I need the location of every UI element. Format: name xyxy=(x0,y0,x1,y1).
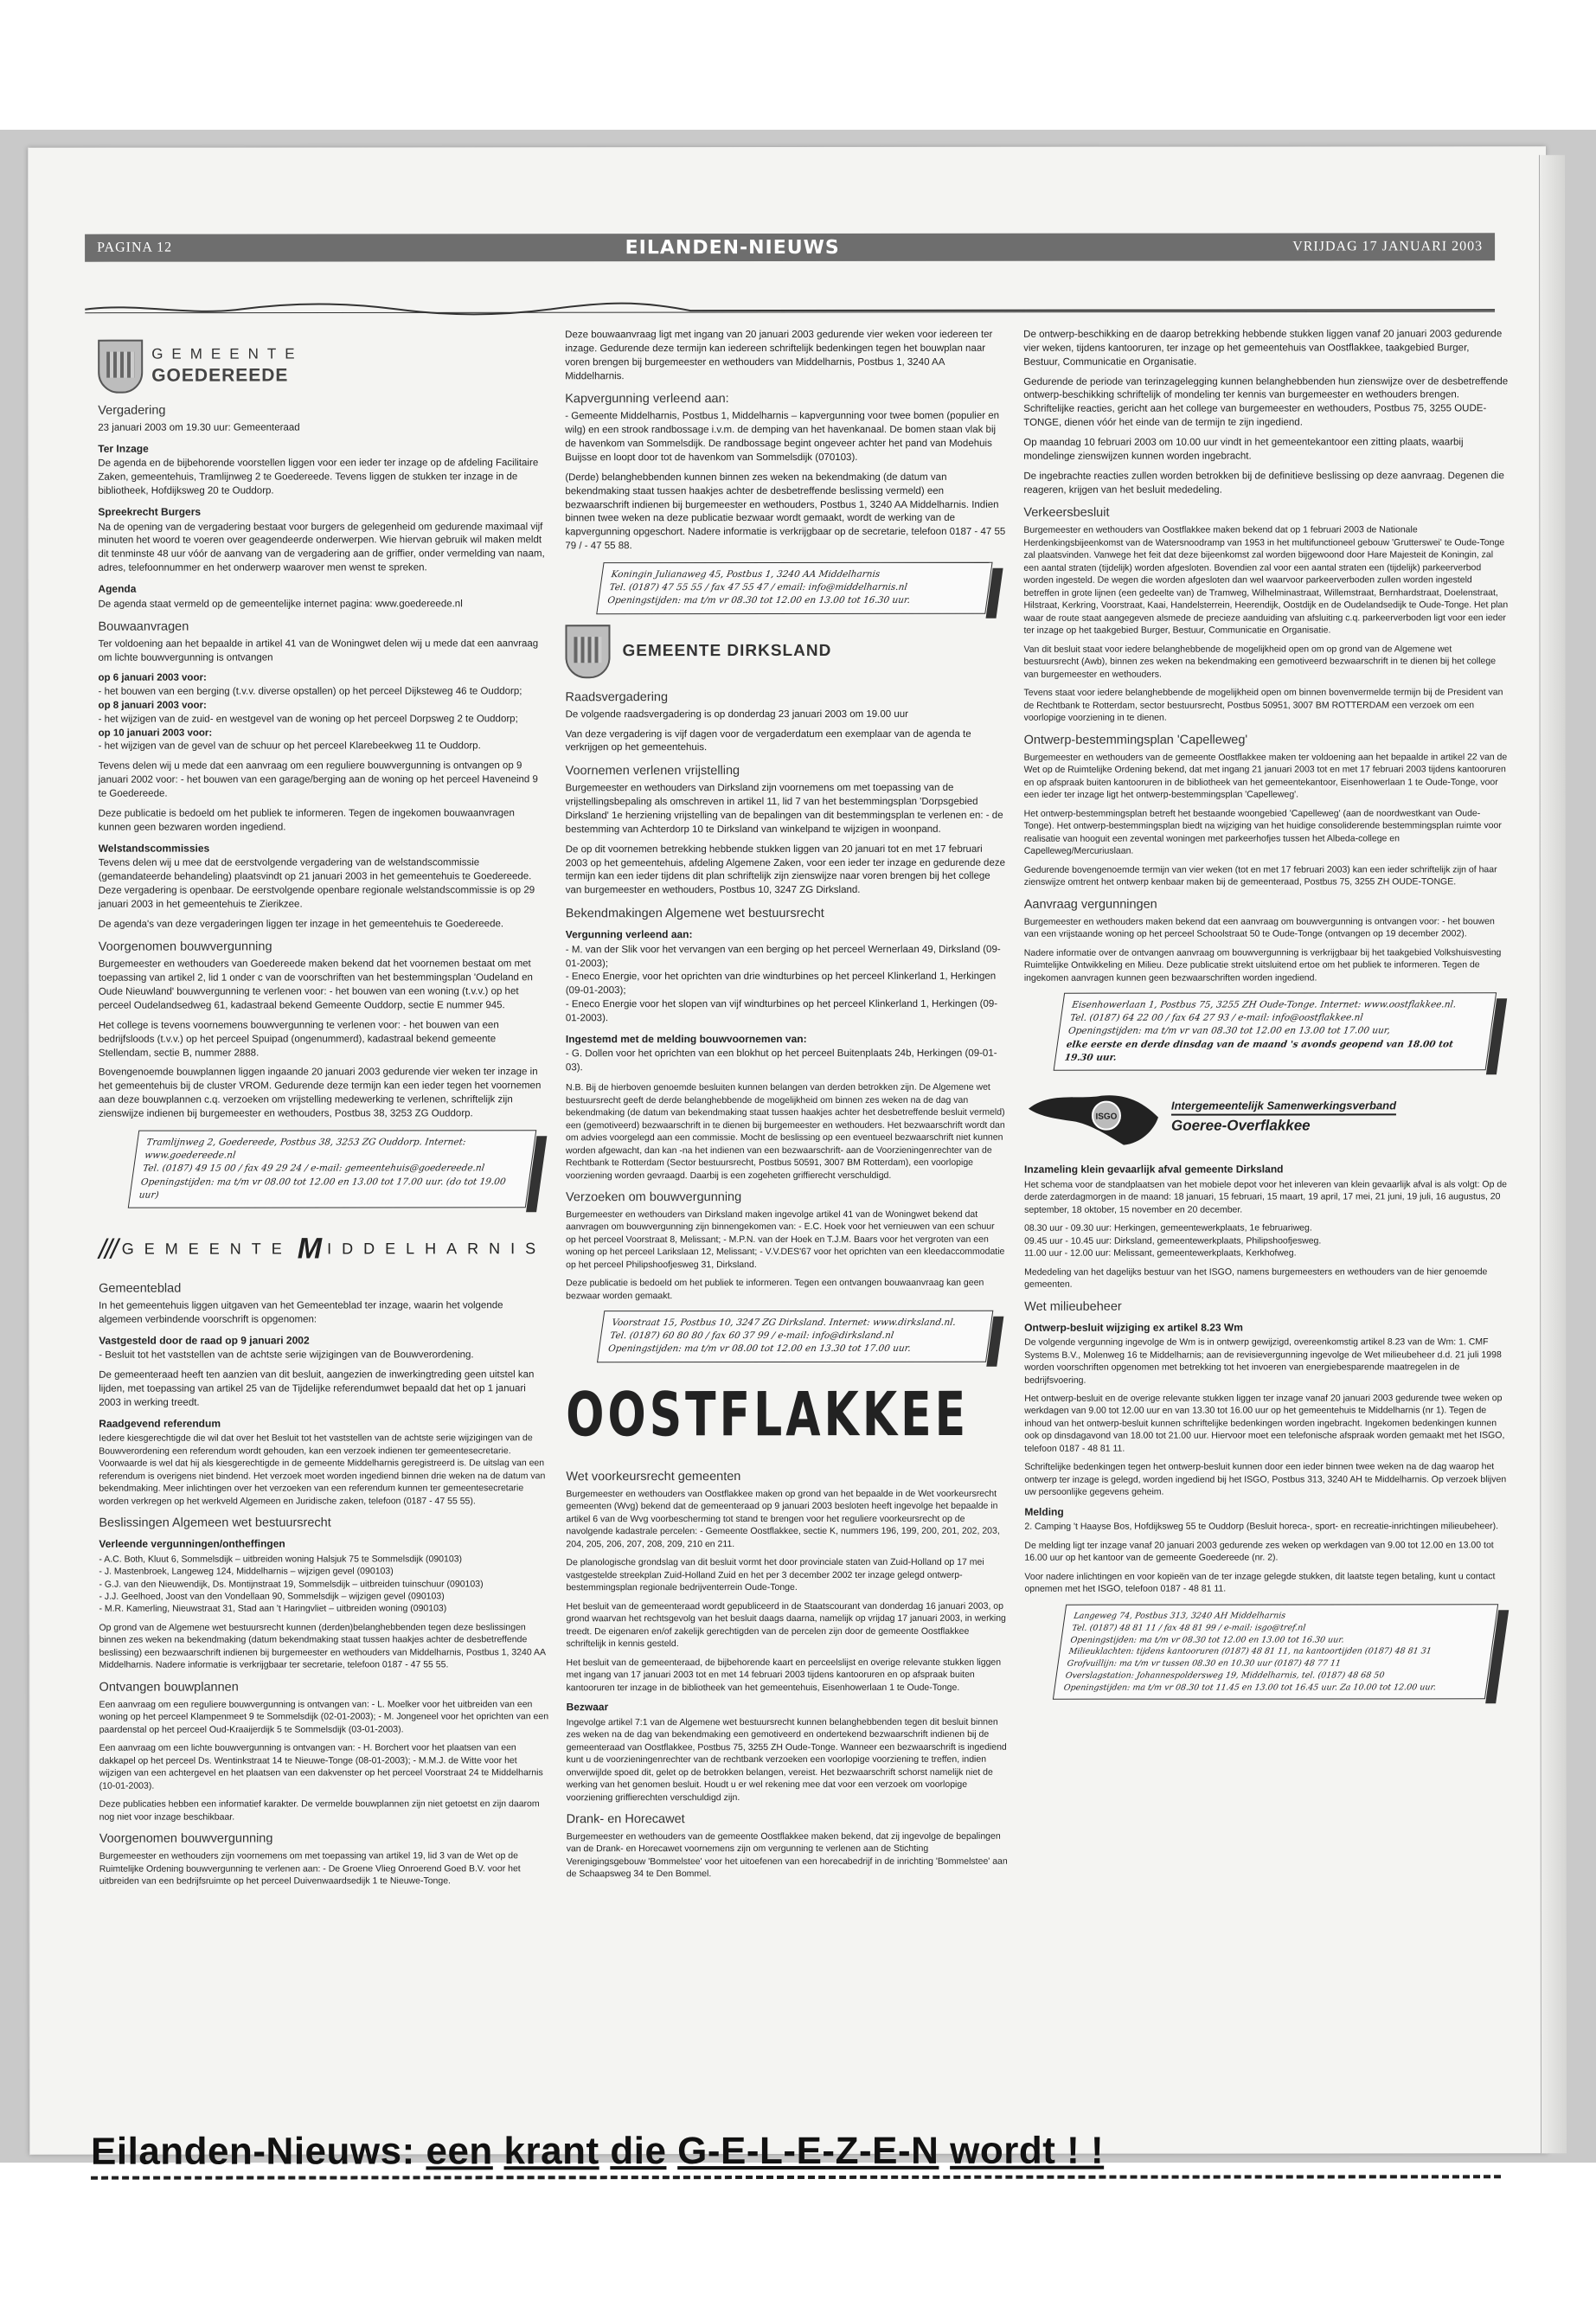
contact-line: Koningin Julianaweg 45, Postbus 1, 3240 AA Middelharnis xyxy=(610,568,881,580)
slogan-part: die xyxy=(610,2130,667,2173)
heading: Voorgenomen bouwvergunning xyxy=(99,1831,273,1846)
contact-line: Milieuklachten: tijdens kantooruren (0187) 48 81 11, na kantoortijden (0187) 48 81 31 xyxy=(1067,1646,1433,1657)
paragraph: Ingevolge artikel 7:1 van de Algemene wet bestuursrecht kunnen belanghebbenden tegen dit besluit binnen zes weken na de dag van bekendmaking een gemotiveerd en ondertekend bezwaarschrift indienen bij de gemeenteraad van Oostflakkee, Postbus 75, 3255 ZH Oude-Tonge. Wanneer een bezwaarschrift is ingediend kunt u de voorzieningenrechter van de rechtbank verzoeken een voorlopige voorziening te treffen, indien onverwijlde spoed dit, gelet op de betrokken belangen, vereist. Het bezwaarschrift schorst namelijk niet de werking van het genomen besluit. Houdt u er wel rekening mee dat voor een verzoek om voorlopige voorziening griffierechten verschuldigd zijn. xyxy=(566,1716,1007,1803)
heading: Ontwerp-besluit wijziging ex artikel 8.23 Wm xyxy=(1024,1321,1243,1334)
contact-line: Openingstijden: ma t/m vr van 08.30 tot 12.00 en 13.00 tot 17.00 uur, xyxy=(1067,1025,1391,1037)
list-item: - Eneco Energie voor het slopen van vijf windturbines op het perceel Klinkerland 1, Herkingen (09-01-2003). xyxy=(565,998,998,1024)
heading: Melding xyxy=(1024,1505,1064,1518)
paragraph: Burgemeester en wethouders van de gemeente Oostflakkee maken bekend, dat zij ingevolge de bepalingen van de Drank- en Horecawet voornemens zijn om vergunning te verlenen aan de Stichting Verenigingsgebouw 'Bommelstee' voor het uitoefenen van een horecabedrijf in de inrichting 'Bommelstee' aan de Schaapsweg 34 te Den Bommel. xyxy=(566,1830,1008,1880)
contact-line: Eisenhowerlaan 1, Postbus 75, 3255 ZH Oude-Tonge. Internet: www.oostflakkee.nl. xyxy=(1071,999,1458,1010)
paragraph: Na de opening van de vergadering bestaat voor burgers de gelegenheid om gedurende maximaal vijf minuten het woord te voeren over geagendeerde onderwerpen. Wie hiervan gebruik wil maken meldt dit tenminste 48 uur vóór de aanvang van de vergadering aan de griffier, onder vermelding van naam, adres, telefoonnummer en het onderwerp waarover men wenst te spreken. xyxy=(98,521,545,574)
slogan-part: G-E-L-E-Z-E-N xyxy=(677,2129,939,2173)
heading: Vergadering xyxy=(98,403,166,418)
heading: Ingestemd met de melding bouwvoornemen van: xyxy=(565,1032,807,1046)
paragraph: Een aanvraag om een lichte bouwvergunning is ontvangen van: - H. Borchert voor het plaatsen van een dakkapel op het perceel Ds. Wentinkstraat 14 te Nieuwe-Tonge (08-01-2003); - M.M.J. de Witte voor het wijzigen van een achtergevel en het plaatsen van een dakvenster op het perceel Voorstraat 24 te Middelharnis (10-01-2003). xyxy=(99,1742,543,1791)
contact-line: Tel. (0187) 60 80 80 / fax 60 37 99 / e-mail: info@dirksland.nl xyxy=(609,1330,894,1342)
list-item: - A.C. Both, Kluut 6, Sommelsdijk – uitbreiden woning Halsjuk 75 te Sommelsdijk (090103) xyxy=(99,1553,463,1565)
heading: Agenda xyxy=(98,582,137,595)
list-item: - M. van der Slik voor het vervangen van een berging op het perceel Wernerlaan 49, Dirksland (09-01-2003); xyxy=(565,944,1001,969)
paragraph: Burgemeester en wethouders van Oostflakkee maken bekend dat op 1 februari 2003 de Nationale Herdenkingsbijeenkomst van de Watersnoodramp van 1953 in het multifunctioneel gebouw 'Grutterswei' te Oude-Tonge zal plaatsvinden. Vanwege het feit dat deze bijeenkomst zal worden bijgewoond door Hare Majesteit de Koningin, zal een aantal straten (tijdelijk) worden afgesloten. Bovendien zal voor een aantal straten een (tijdelijk) parkeerverbod worden ingesteld. De wegen die worden afgesloten dan wel waarvoor parkeerverboden zullen worden ingesteld betreffen in grote lijnen (een gedeelte van) de Tramweg, Wilhelminastraat, Willemstraat, Bernhardstraat, Doelenstraat, Hilstraat, Kerkring, Voorstraat, Kaai, Handelsterrein, Heerendijk, Oostdijk en de Oudelandsedijk te Oude-Tonge. Het plan waar de route staat aangegeven alsmede de precieze aanduiding van afsluiting c.q. parkeerverboden ligt voor een ieder ter inzage op het taakgebied Burger, Bestuur, Communicatie en Organisatie. xyxy=(1023,524,1509,637)
list-item: - het wijzigen van de gevel van de schuur op het perceel Klarebeekweg 11 te Ouddorp. xyxy=(98,740,481,753)
paragraph: - Besluit tot het vaststellen van de achtste serie wijzigingen van de Bouwverordening. xyxy=(99,1349,474,1361)
list-item: - J. Mastenbroek, Langeweg 124, Middelharnis – wijzigen gevel (090103) xyxy=(99,1566,394,1577)
dirksland-crest-icon xyxy=(565,625,610,678)
paragraph: Van deze vergadering is vijf dagen voor de vergaderdatum een exemplaar van de agenda te verkrijgen op het gemeentehuis. xyxy=(565,728,971,753)
heading: Beslissingen Algemeen wet bestuursrecht xyxy=(99,1516,331,1530)
list-item: - het wijzigen van de zuid- en westgevel van de woning op het perceel Dorpsweg 2 te Ouddorp; xyxy=(98,713,518,725)
heading: Inzameling klein gevaarlijk afval gemeente Dirksland xyxy=(1024,1163,1284,1176)
paragraph: Burgemeester en wethouders maken bekend dat een aanvraag om bouwvergunning is ontvangen voor: - het bouwen van een vrijstaande woning op het perceel Schoolstraat 50 te Oude-Tonge (ontvangen op 19 december 2002). xyxy=(1023,915,1495,939)
heading: Ontvangen bouwplannen xyxy=(99,1680,239,1695)
paragraph: De volgende raadsvergadering is op donderdag 23 januari 2003 om 19.00 uur xyxy=(565,708,908,720)
paragraph: De volgende vergunning ingevolge de Wm is in ontwerp gewijzigd, overeenkomstig artikel 8.23 van de Wm: 1. CMF Systems B.V., Molenweg 16 te Middelharnis; aan de revisievergunning ingevolge de Wet milieubeheer d.d. 21 juli 1998 worden voorschriften opgenomen met betrekking tot het invoeren van energiebesparende maatregelen in de bedrijfsvoering. xyxy=(1024,1336,1502,1386)
paragraph: Tevens staat voor iedere belanghebbende de mogelijkheid open om binnen bovenvermelde termijn bij de President van de Rechtbank te Rotterdam, sector bestuursrecht, Postbus 50951, 3007 BM ROTTERDAM een verzoek om een voorlopige voorziening in te dienen. xyxy=(1023,687,1503,723)
schedule-item: 11.00 uur - 12.00 uur: Melissant, gemeentewerkplaats, Kerkhofweg. xyxy=(1024,1247,1297,1259)
heading: Raadsvergadering xyxy=(565,689,669,704)
decorative-wave-rule xyxy=(85,298,1495,319)
heading: Raadgevend referendum xyxy=(99,1417,221,1430)
contact-line: Tel. (0187) 47 55 55 / fax 47 55 47 / email: info@middelharnis.nl xyxy=(608,582,908,593)
paragraph: Deze publicaties hebben een informatief karakter. De vermelde bouwplannen zijn niet getoetst en zijn daarom nog niet voor inzage beschikbaar. xyxy=(99,1798,540,1823)
middelharnis-name: IDDELHARNIS xyxy=(327,1240,547,1258)
isgo-subtitle: Intergemeentelijk Samenwerkingsverband xyxy=(1171,1099,1396,1116)
paragraph: - G. Dollen voor het oprichten van een blokhut op het perceel Buitenplaats 24b, Herkingen (09-01-03). xyxy=(565,1048,997,1074)
heading: Vergunning verleend aan: xyxy=(565,928,693,941)
dirksland-contact-box xyxy=(597,1311,993,1362)
paragraph: Deze publicatie is bedoeld om het publiek te informeren. Tegen de ingekomen bouwaanvragen kunnen geen bezwaren worden ingediend. xyxy=(98,808,515,833)
paragraph: Gedurende bovengenoemde termijn van vier weken (tot en met 17 februari 2003) kan een ieder schriftelijk zijn of haar zienswijze omtrent het ontwerp kenbaar maken bij de gemeenteraad, Postbus 75, 3255 ZH OUDE-TONGE. xyxy=(1023,863,1497,888)
paragraph: Schriftelijke bedenkingen tegen het ontwerp-besluit kunnen door een ieder binnen twee weken na de dag waarop het ontwerp ter inzage is gelegd, worden ingediend bij het ISGO, Postbus 313, 3240 AH te Middelharnis. Op verzoek blijven uw persoonlijke gegevens geheim. xyxy=(1024,1461,1507,1498)
paragraph: Burgemeester en wethouders van Dirksland maken ingevolge artikel 41 van de Woningwet bekend dat aanvragen om bouwvergunning zijn binnengekomen van: - E.C. Hoek voor het vernieuwen van een schuur op het perceel Voorstraat 8, Melissant; - M.P.N. van der Hoek en T.J.M. Baars voor het vergroten van een woning op het perceel Larikslaan 12, Melissant; - V.V.DES'67 voor het oprichten van een kleedaccommodatie op het perceel Philipshoofjesweg 31, Dirksland. xyxy=(566,1208,1005,1271)
middelharnis-label: GEMEENTE xyxy=(121,1240,292,1258)
paragraph: Het schema voor de standplaatsen van het mobiele depot voor het inleveren van klein gevaarlijk afval is als volgt: Op de derde zaterdagmorgen in de maand: 18 januari, 15 februari, 15 maart, 19 april, 17 mei, 21 juni, 19 juli, 16 augustus, 20 september, 18 oktober, 15 november en 20 december. xyxy=(1024,1178,1508,1215)
contact-line: Tel. (0187) 64 22 00 / fax 64 27 93 / e-mail: info@oostflakkee.nl xyxy=(1069,1012,1364,1023)
paragraph: De planologische grondslag van dit besluit vormt het door provinciale staten van Zuid-Holland op 17 mei vastgestelde streekplan Zuid-Holland Zuid en het per 3 december 2002 ter inzage gelegd ontwerp-bestemmingsplan regionale bedrijventerrein Oude-Tonge. xyxy=(566,1557,984,1593)
heading: Vastgesteld door de raad op 9 januari 2002 xyxy=(99,1334,310,1347)
goedereede-label: GEMEENTE xyxy=(151,345,304,362)
paragraph: Tevens delen wij u mede dat een aanvraag om een reguliere bouwvergunning is ontvangen op 9 januari 2002 voor: - het bouwen van een garage/berging aan de woning op het perceel Haveneind 9 te Goedereede. xyxy=(98,760,538,799)
dirksland-title: GEMEENTE DIRKSLAND xyxy=(622,641,832,660)
heading: Verzoeken om bouwvergunning xyxy=(566,1190,742,1205)
masthead: EILANDEN-NIEUWS xyxy=(625,236,840,259)
heading: Bekendmakingen Algemene wet bestuursrecht xyxy=(565,907,824,921)
paragraph: Burgemeester en wethouders van Goedereede maken bekend dat het voornemen bestaat om met toepassing van artikel 2, lid 1 onder c van de voorschriften van het bestemmingsplan 'Oudeland en Oude Nieuwland' bouwvergunning te verlenen voor: - het bouwen van een woning (t.v.v.) op het perceel Oudelandsedweg 61, kadastraal bekend Gemeente Ouddorp, sectie E nummer 945. xyxy=(98,958,533,1011)
contact-line: Openingstijden: ma t/m vr 08.30 tot 11.45 en 13.00 tot 16.45 uur. Za 10.00 tot 12.00 uur. xyxy=(1063,1682,1437,1693)
heading: Ter Inzage xyxy=(98,442,149,455)
list-item: - Eneco Energie, voor het oprichten van drie windturbines op het perceel Klinkerland 1, Herkingen (09-01-2003); xyxy=(565,971,997,997)
paragraph: N.B. Bij de hierboven genoemde besluiten kunnen belangen van derden betrokken zijn. De Algemene wet bestuursrecht geeft de derde belanghebbende de mogelijkheid om binnen zes weken na de dag van bekendmaking (de datum van bekendmaking staat tussen haakjes achter het desbetreffende besluit vermeld) een (gemotiveerd) bezwaarschrift in te dienen bij burgemeester en wethouders. Het bezwaarschrift wordt dan om advies voorgelegd aan een commissie. Mocht de beslissing op een eventueel bezwaarschrift niet kunnen worden afgewacht, dan kan -na het indienen van een bezwaarschrift- aan de Voorzieningenrechter van de Rechtbank te Rotterdam (Sector bestuursrecht, Postbus 50591, 3007 BM Rotterdam), een voorlopige voorziening worden gevraagd. Daarbij is een zogeheten griffierecht verschuldigd. xyxy=(565,1081,1005,1181)
column-goedereede-middelharnis xyxy=(98,329,549,1894)
list-item: - M.R. Kamerling, Nieuwstraat 31, Stad aan 't Haringvliet – uitbreiden woning (090103) xyxy=(99,1603,447,1615)
heading: Bouwaanvragen xyxy=(98,619,189,635)
paragraph: De agenda en de bijbehorende voorstellen liggen voor een ieder ter inzage op de afdeling Facilitaire Zaken, gemeentehuis, Tramlijnweg 2 te Goedereede. Tevens liggen de stukken ter inzage in de bibliotheek, Hofdijksweg 20 te Ouddorp. xyxy=(98,458,539,497)
isgo-title: Goeree-Overflakkee xyxy=(1170,1117,1311,1134)
paragraph: Op maandag 10 februari 2003 om 10.00 uur vindt in het gemeentekantoor een zitting plaats, waarbij mondelinge zienswijzen kunnen worden ingebracht. xyxy=(1023,437,1464,462)
paragraph: Op grond van de Algemene wet bestuursrecht kunnen (derden)belanghebbenden tegen deze beslissingen binnen zes weken na bekendmaking (datum bekendmaking staat tussen haakjes achter de desbetreffende beslissing) een bezwaarschrift indienen bij burgemeester en wethouders van Middelharnis, Postbus 1, 3240 AA Middelharnis. Nadere informatie is verkrijgbaar ter secretarie, telefoon 0187 - 47 55 55. xyxy=(99,1622,546,1671)
paragraph: Burgemeester en wethouders van Dirksland zijn voornemens om met toepassing van de vrijstellingsbepaling als omschreven in artikel 11, lid 7 van het bestemmingsplan 'Dorpsgebied Dirksland' 1e herziening vrijstelling van de bepalingen van dit bestemmingsplan te verlenen en: - de bestemming van Achterdorp 10 te Dirksland van winkelpand te wijzigen in woonpand. xyxy=(565,783,1003,836)
paragraph: De ingebrachte reacties zullen worden betrokken bij de definitieve beslissing op deze aanvraag. Degenen die reageren, krijgen van het besluit mededeling. xyxy=(1023,471,1504,496)
paragraph: Nadere informatie over de ontvangen aanvraag om bouwvergunning is verkrijgbaar bij het taakgebied Volkshuisvesting Ruimtelijke Ontwikkeling en Milieu. Deze publicatie strekt uitsluitend ertoe om het publiek te informeren. Tegen de ingekomen aanvragen kunnen geen bezwaarschriften worden ingediend. xyxy=(1023,946,1502,984)
isgo-header xyxy=(1024,1082,1509,1151)
paragraph: (Derde) belanghebbenden kunnen binnen zes weken na bekendmaking (de datum van bekendmaking staat tussen haakjes achter de desbetreffende beslissing vermeld) een bezwaarschrift indienen bij burgemeester en wethouders, Postbus 1, 3240 AA Middelharnis. Indien binnen twee weken na deze publicatie bezwaar wordt gemaakt, wordt de werking van de kapvergunning opgeschort. Nadere informatie is verkrijgbaar op de secretarie, telefoon 0187 - 47 55 79 / - 47 55 88. xyxy=(565,471,1006,552)
heading: Kapvergunning verleend aan: xyxy=(565,392,729,407)
paragraph: Het besluit van de gemeenteraad, de bijbehorende kaart en perceelslijst en overige relevante stukken liggen met ingang van 17 januari 2003 tot en met 14 februari 2003 tijdens kantooruren en op afspraak buiten kantooruren ter inzage in de bibliotheek van het gemeentehuis, Eisenhowerlaan 1 te Oude-Tonge. xyxy=(566,1657,1002,1693)
column-oostflakkee-isgo xyxy=(1023,328,1509,1710)
slogan-part: krant xyxy=(503,2130,599,2173)
paragraph: Het ontwerp-besluit en de overige relevante stukken liggen ter inzage vanaf 20 januari 2003 gedurende twee weken op werkdagen van 9.00 tot 12.00 uur en van 13.30 tot 16.00 uur op het gemeentehuis te Middelharnis (nr 1). Tegen de inhoud van het ontwerp-besluit kunnen schriftelijke bedenkingen worden ingebracht. Ingekomen bedenkingen kunnen ook op dinsdagavond van 18.00 tot 21.00 uur. Hiervoor moet een telefonische afspraak worden gemaakt met het ISGO, telefoon 0187 - 48 81 11. xyxy=(1024,1393,1505,1454)
newspaper-page xyxy=(28,146,1548,2173)
paragraph: Iedere kiesgerechtigde die wil dat over het Besluit tot het vaststellen van de achtste serie wijzigingen van de Bouwverordening een referendum wordt gehouden, kan een verzoek indienen ter gemeentesecretarie. Voorwaarde is wel dat hij als kiesgerechtigde in de gemeente Middelharnis geregistreerd is. De uitslag van een referendum is overigens niet bindend. Het verzoek moet worden ingediend binnen drie weken na de datum van bekendmaking. Meer inlichtingen over het verzoeken van een referendum kunnen ter gemeentesecretarie worden verkregen op het werkveld Algemeen en Juridische zaken, telefoon (0187 - 47 55 55). xyxy=(99,1433,546,1507)
oostflakkee-logo: OOSTFLAKKEE xyxy=(566,1380,970,1452)
contact-line: Overslagstation: Johannespoldersweg 19, Middelharnis, tel. (0187) 48 68 50 xyxy=(1064,1670,1386,1681)
paragraph: Deze bouwaanvraag ligt met ingang van 20 januari 2003 gedurende vier weken voor iedereen ter inzage. Gedurende deze termijn kan iedereen schriftelijk bedenkingen tegen het bouwplan naar voren brengen bij burgemeester en wethouders van Middelharnis, Postbus 1, 3240 AA Middelharnis. xyxy=(565,329,993,381)
paragraph: De op dit voornemen betrekking hebbende stukken liggen van 20 januari tot en met 17 februari 2003 op het gemeentehuis, afdeling Algemene Zaken, voor een ieder ter inzage en gedurende deze termijn kan een ieder tijdens dit plan schriftelijk zijn zienswijze naar voren brengen bij het college van burgemeester en wethouders, Postbus 10, 3247 ZG Dirksland. xyxy=(565,843,1006,896)
heading: Ontwerp-bestemmingsplan 'Capelleweg' xyxy=(1023,733,1248,747)
paragraph: Gedurende de periode van terinzagelegging kunnen belanghebbenden hun zienswijze over de desbetreffende ontwerp-beschikking schriftelijk of mondeling ter kennis van burgemeester en wethouders brengen. Schriftelijke reacties, gericht aan het college van burgemeester en wethouders, Postbus 75, 3255 OUDE-TONGE, dienen vóór het einde van de termijn te zijn ingediend. xyxy=(1023,375,1509,428)
isgo-contact-box xyxy=(1053,1604,1498,1700)
paragraph: Voor nadere inlichtingen en voor kopieën van de ter inzage gelegde stukken, dit laatste tegen betaling, kunt u contact opnemen met het ISGO, telefoon 0187 - 48 81 11. xyxy=(1024,1571,1496,1595)
list-item: op 6 januari 2003 voor: xyxy=(98,672,207,683)
paragraph: In het gemeentehuis liggen uitgaven van het Gemeenteblad ter inzage, waarin het volgende algemeen verbindende voorschrift is opgenomen: xyxy=(99,1300,503,1325)
paragraph: Het college is tevens voornemens bouwvergunning te verlenen voor: - het bouwen van een bedrijfsloods (t.v.v.) op het perceel Spuipad (ongenummerd), kadastraal bekend gemeente Stellendam, sectie B, nummer 2888. xyxy=(98,1020,499,1059)
issue-date: VRIJDAG 17 JANUARI 2003 xyxy=(1292,239,1484,254)
paragraph: 23 januari 2003 om 19.30 uur: Gemeenteraad xyxy=(98,422,300,433)
footer-slogan-banner xyxy=(91,2130,1501,2179)
dirksland-header xyxy=(565,624,1006,677)
contact-line: Tel. (0187) 48 81 11 / fax 48 81 99 / e-mail: isgo@tref.nl xyxy=(1071,1623,1307,1633)
isgo-badge: ISGO xyxy=(1095,1112,1118,1122)
contact-line: Openingstijden: ma t/m vr 08.30 tot 12.00 en 13.00 tot 16.30 uur. xyxy=(1069,1634,1345,1645)
contact-line: Voorstraat 15, Postbus 10, 3247 ZG Dirksland. Internet: www.dirksland.nl. xyxy=(611,1317,957,1329)
paragraph: Burgemeester en wethouders zijn voornemens om met toepassing van artikel 19, lid 3 van de Wet op de Ruimtelijke Ordening bouwvergunning te verlenen aan: - De Groene Vlieg Onroerend Goed B.V. voor het uitbreiden van een bedrijfsruimte op het perceel Duivenwaardsedijk 1 te Nieuwe-Tonge. xyxy=(99,1850,521,1887)
paragraph: Deze publicatie is bedoeld om het publiek te informeren. Tegen een ontvangen bouwaanvraag kan geen bezwaar worden gemaakt. xyxy=(566,1278,984,1302)
middelharnis-contact-box xyxy=(596,562,992,614)
paragraph: De agenda staat vermeld op de gemeentelijke internet pagina: www.goedereede.nl xyxy=(98,598,463,610)
paragraph: De agenda's van deze vergaderingen liggen ter inzage in het gemeentehuis te Goedereede. xyxy=(98,918,504,930)
contact-line: Openingstijden: ma t/m vr 08.00 tot 12.00 en 13.30 tot 17.00 uur. xyxy=(607,1343,912,1355)
list-item: - G.J. van den Nieuwendijk, Ds. Montijnstraat 19, Sommelsdijk – uitbreiden tuinschuur (090103) xyxy=(99,1578,484,1590)
schedule-item: 08.30 uur - 09.30 uur: Herkingen, gemeentewerkplaats, 1e februariweg. xyxy=(1024,1222,1312,1234)
slogan-part: Eilanden-Nieuws: xyxy=(90,2130,415,2173)
contact-line: Tel. (0187) 49 15 00 / fax 49 29 24 / e-mail: gemeentehuis@goedereede.nl xyxy=(142,1163,485,1174)
middelharnis-bars-icon: /// xyxy=(99,1233,117,1266)
page-number: PAGINA 12 xyxy=(97,240,173,255)
heading: Voorgenomen bouwvergunning xyxy=(98,939,272,955)
paragraph: Het besluit van de gemeenteraad wordt gepubliceerd in de Staatscourant van donderdag 16 januari 2003, op grond waarvan het rechtsgevolg van het besluit daags daarna, namelijk op vrijdag 17 januari 2003, in werking treedt. De eigenaren en/of zakelijk gerechtigden van de percelen zijn door de gemeente Oostflakkee schriftelijk in kennis gesteld. xyxy=(566,1600,1006,1650)
heading: Wet milieubeheer xyxy=(1024,1299,1122,1314)
heading: Gemeenteblad xyxy=(99,1281,182,1296)
page-fold-edge xyxy=(1539,155,1567,2153)
heading: Drank- en Horecawet xyxy=(566,1812,685,1827)
heading: Wet voorkeursrecht gemeenten xyxy=(566,1469,741,1484)
paragraph: De gemeenteraad heeft ten aanzien van dit besluit, aangezien de inwerkingtreding geen uitstel kan lijden, met toepassing van artikel 25 van de Tijdelijke referendumwet bepaald dat het op 1 januari 2003 in werking treedt. xyxy=(99,1369,535,1408)
column-middelharnis-dirksland-oostflakkee xyxy=(565,329,1008,1887)
goedereede-contact-box xyxy=(128,1130,537,1208)
heading: Verkeersbesluit xyxy=(1023,506,1110,521)
oostflakkee-contact-box xyxy=(1054,992,1497,1071)
slogan-part: een xyxy=(426,2130,493,2173)
paragraph: Bovengenoemde bouwplannen liggen ingaande 20 januari 2003 gedurende vier weken ter inzage in het gemeentehuis bij de cluster VROM. Gedurende deze termijn kan een ieder tegen het voornemen aan deze bouwplannen c.q. verzoeken om vrijstelling medewerking te verlenen, schriftelijk zijn zienswijze indienen bij burgemeester en wethouders, Postbus 38, 3253 ZG Ouddorp. xyxy=(98,1067,542,1119)
goedereede-header xyxy=(98,339,548,393)
goedereede-crest-icon xyxy=(98,340,143,394)
contact-line: Openingstijden: ma t/m vr 08.00 tot 12.00 en 13.00 tot 17.00 uur. (do tot 19.00 uur) xyxy=(138,1176,507,1201)
contact-line: Grofvuillijn: ma t/m vr tussen 08.30 en 10.30 uur (0187) 48 77 11 xyxy=(1066,1658,1342,1669)
paragraph: Burgemeester en wethouders van Oostflakkee maken op grond van het bepaalde in de Wet voorkeursrecht gemeenten (Wvg) bekend dat de gemeenteraad op 9 januari 2003 besloten heeft ingevolge het bepaalde in artikel 6 van de Wvg voorbescherming tot stand te brengen voor het reguliere voorkeursrecht op de navolgende kadastrale percelen: - Gemeente Oostflakkee, sectie K, nummers 196, 199, 200, 201, 202, 203, 204, 205, 206, 207, 208, 209, 210 en 211. xyxy=(566,1488,1000,1549)
middelharnis-m-letter: M xyxy=(297,1232,323,1266)
paragraph: De melding ligt ter inzage vanaf 20 januari 2003 gedurende zes weken op werkdagen van 9.00 tot 12.00 en 13.00 tot 16.00 uur op het kantoor van de gemeente Goedereede (nr. 2). xyxy=(1024,1540,1494,1564)
heading: Voornemen verlenen vrijstelling xyxy=(565,764,740,779)
paragraph: De ontwerp-beschikking en de daarop betrekking hebbende stukken liggen vanaf 20 januari 2003 gedurende vier weken, tijdens kantooruren, ter inzage op het gemeentehuis van Oostflakkee, taakgebied Burger, Bestuur, Communicatie en Organisatie. xyxy=(1023,329,1503,368)
heading: Bezwaar xyxy=(566,1701,609,1714)
heading: Spreekrecht Burgers xyxy=(98,505,202,518)
paragraph: Het ontwerp-bestemmingsplan betreft het bestaande woongebied 'Capelleweg' (aan de noordwestkant van Oude-Tonge). Het ontwerp-bestemmingsplan biedt na wijziging van het huidige consoliderende bestemmingsplan ruimte voor realisatie van hooguit een zevental woningen met parkeerhofjes tussen het Albeda-college en Capelleweg/Mercuriuslaan. xyxy=(1023,807,1502,856)
heading: Aanvraag vergunningen xyxy=(1023,897,1157,912)
goedereede-name: GOEDEREEDE xyxy=(151,365,289,386)
paragraph: Burgemeester en wethouders van de gemeente Oostflakkee maken ter voldoening aan het bepaalde in artikel 22 van de Wet op de Ruimtelijke Ordening bekend, dat met ingang 21 januari 2003 tot en met 17 februari 2003 tijdens kantooruren en op afspraak buiten kantooruren in de bibliotheek van het gemeentekantoor, Eisenhowerlaan 1 te Oude-Tonge, voor een ieder ter inzage ligt het ontwerp-bestemmingsplan 'Capelleweg'. xyxy=(1023,751,1508,800)
schedule-item: 09.45 uur - 10.45 uur: Dirksland, gemeentewerkplaats, Philipshoofjesweg. xyxy=(1024,1235,1322,1247)
middelharnis-logo xyxy=(99,1228,548,1269)
list-item: - het bouwen van een berging (t.v.v. diverse opstallen) op het perceel Dijksteweg 46 te Ouddorp; xyxy=(98,686,522,697)
heading: Verleende vergunningen/ontheffingen xyxy=(99,1537,285,1550)
heading: Welstandscommissies xyxy=(98,842,210,855)
paragraph: Van dit besluit staat voor iedere belanghebbende de mogelijkheid open om op grond van de Algemene wet bestuursrecht (Awb), binnen zes weken na bekendmaking een gemotiveerd bezwaarschrift in te dienen bij het college van burgemeester en wethouders. xyxy=(1023,644,1497,680)
list-item: op 10 januari 2003 voor: xyxy=(98,727,213,739)
paragraph: Ter voldoening aan het bepaalde in artikel 41 van de Woningwet delen wij u mede dat een aanvraag om lichte bouwvergunning is ontvangen xyxy=(98,638,539,663)
contact-line: Langeweg 74, Postbus 313, 3240 AH Middelharnis xyxy=(1073,1611,1286,1621)
paragraph: - Gemeente Middelharnis, Postbus 1, Middelharnis – kapvergunning voor twee bomen (populier en wilg) en een strook randbossage i.v.m. de demping van het havenkanaal. De bomen staan vlak bij de havenkom van Sommelsdijk. De randbossage begint ongeveer achter het pand van Modehuis Buijsse en loopt door tot de havenkom van Sommelsdijk (070103). xyxy=(565,411,1000,464)
page-header xyxy=(85,233,1495,261)
island-map-icon xyxy=(1024,1083,1163,1152)
paragraph: Een aanvraag om een reguliere bouwvergunning is ontvangen van: - L. Moelker voor het uitbreiden van een woning op het perceel Klampenmeet 9 te Sommelsdijk (02-01-2003); - M. Jongeneel voor het oprichten van een paardenstal op het perceel Oud-Kraaijerdijk 5 te Sommelsdijk (03-01-2003). xyxy=(99,1699,549,1735)
paragraph: 2. Camping 't Haayse Bos, Hofdijksweg 55 te Ouddorp (Besluit horeca-, sport- en recreatie-inrichtingen milieubeheer). xyxy=(1024,1521,1499,1533)
contact-line: Tramlijnweg 2, Goedereede, Postbus 38, 3253 ZG Ouddorp. Internet: www.goedereede.nl xyxy=(144,1137,467,1161)
contact-line: Openingstijden: ma t/m vr 08.30 tot 12.00 en 13.00 tot 16.30 uur. xyxy=(606,595,911,606)
contact-line: elke eerste en derde dinsdag van de maand 's avonds geopend van 18.00 tot 19.30 uur. xyxy=(1063,1038,1454,1063)
list-item: - J.J. Geelhoed, Joost van den Vondellaan 90, Sommelsdijk – wijzigen gevel (090103) xyxy=(99,1591,445,1602)
paragraph: Tevens delen wij u mee dat de eerstvolgende vergadering van de welstandscommissie (gemandateerde behandeling) plaatsvindt op 21 januari 2003 in het gemeentehuis te Goedereede. Deze vergadering is openbaar. De eerstvolgende openbare regionale welstandscommissie is op 29 januari 2003 in het gemeentehuis te Zierikzee. xyxy=(98,857,535,910)
list-item: op 8 januari 2003 voor: xyxy=(98,700,207,711)
paragraph: Mededeling van het dagelijks bestuur van het ISGO, namens burgemeesters en wethouders van de hier genoemde gemeenten. xyxy=(1024,1266,1488,1290)
slogan-part: wordt ! ! xyxy=(950,2129,1105,2172)
